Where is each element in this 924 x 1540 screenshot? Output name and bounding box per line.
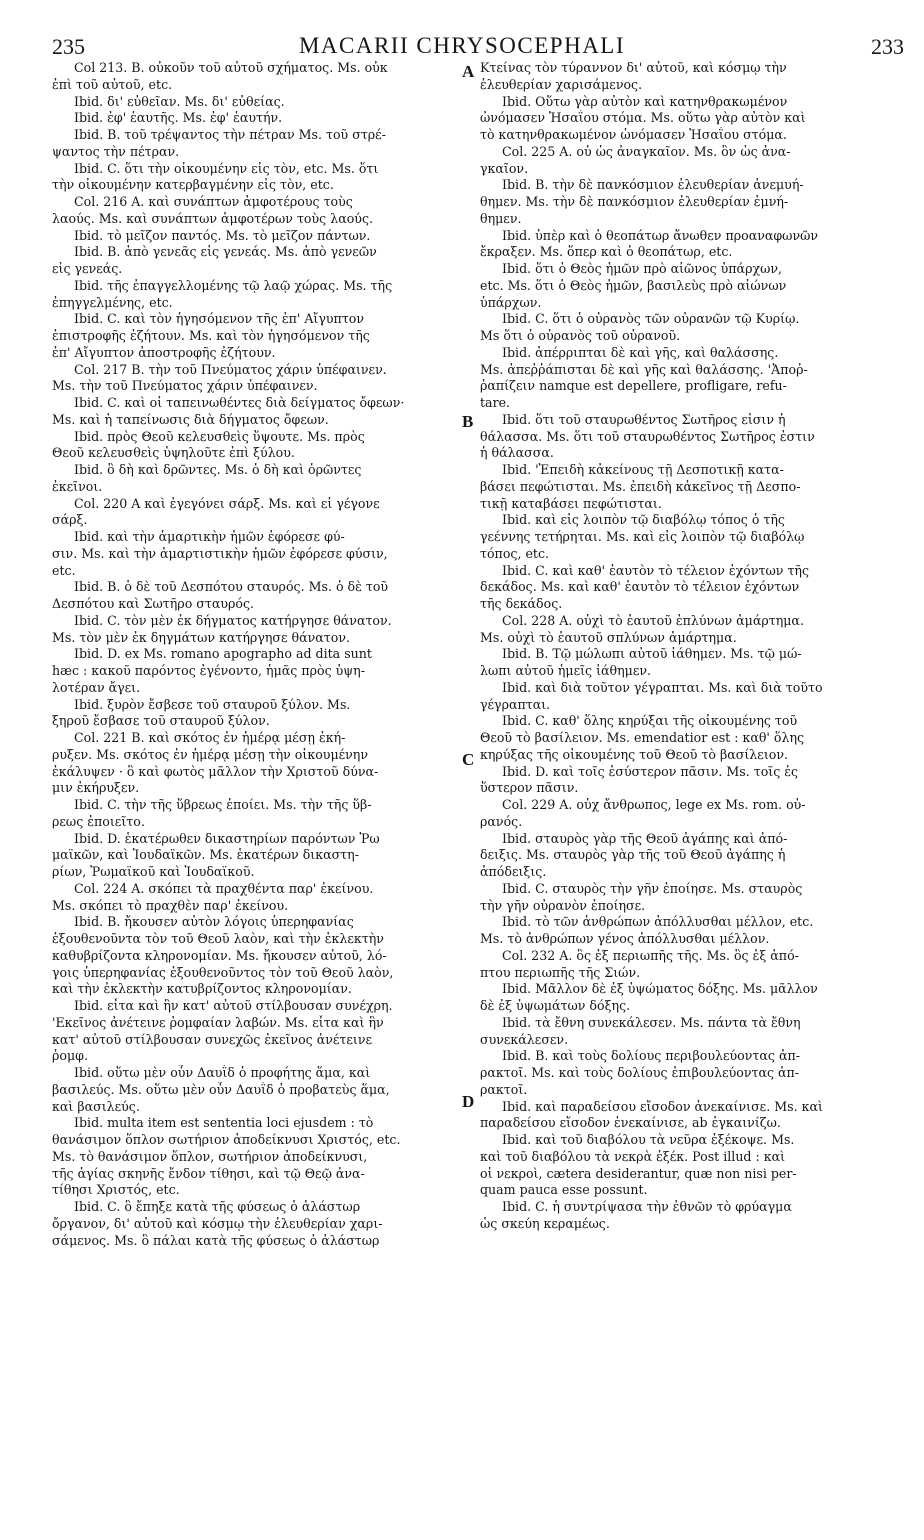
page-number-left: 235 [52, 34, 85, 59]
text-line: λοτέραν ἄγει. [52, 679, 141, 695]
text-line: Θεοῦ τὸ βασίλειον. Ms. emendatior est : καθ' ὅλης [480, 730, 805, 745]
text-line: σιν. Ms. καὶ τὴν ἁμαρτιστικὴν ἡμῶν ἐφόρεσε φύσιν, [52, 545, 388, 561]
text-line: Col. 229 A. οὐχ ἄνθρωπος, lege ex Ms. rom. οὐ- [502, 797, 806, 812]
text-line: Ibid. πρὸς Θεοῦ κελευσθεὶς ὕψουτε. Ms. πρὸς [74, 428, 365, 444]
text-line: Col. 225 A. οὐ ὡς ἀναγκαῖον. Ms. ὃν ὡς ἀνα- [502, 143, 791, 159]
text-line: Ms. τὸν μὲν ἐκ δηγμάτων κατήργησε θάνατον. [52, 629, 350, 645]
text-line: Ms. καὶ ἡ ταπείνωσις διὰ δήγματος ὄφεων. [52, 411, 329, 427]
text-line: τίθησι Χριστός, etc. [52, 1182, 180, 1198]
text-line: ἔκραξεν. Ms. ὅπερ καὶ ὁ θεοπάτωρ, etc. [480, 244, 733, 260]
text-line: Ibid. D. καὶ τοῖς ἐσύστερον πᾶσιν. Ms. τοῖς ἐς [502, 763, 799, 779]
text-line: ρίων, Ῥωμαϊκοῦ καὶ Ἰουδαϊκοῦ. [52, 864, 255, 879]
text-line: ὑπάρχων. [480, 294, 542, 310]
text-line: τικῇ καταβάσει πεφώτισται. [480, 495, 662, 511]
text-line: θημεν. Ms. τὴν δὲ πανκόσμιον ἐλευθερίαν ἐμνή- [480, 194, 789, 209]
text-line: δειξις. Ms. σταυρὸς γὰρ τῆς τοῦ Θεοῦ ἀγάπης ἡ [480, 847, 786, 863]
text-line: Ibid. C. καὶ τὸν ἡγησόμενον τῆς ἐπ' Αἴγυπτον [74, 311, 365, 327]
text-line: Ms. τὸ θανάσιμον ὅπλον, σωτήριον ἀποδείκνυσι, [52, 1148, 368, 1164]
text-line: ρυξεν. Ms. σκότος ἐν ἡμέρᾳ μέσῃ τὴν οἰκουμένην [52, 746, 369, 762]
text-line: Ibid. ὑπὲρ καὶ ὁ θεοπάτωρ ἄνωθεν προαναφωνῶν [502, 227, 819, 243]
text-line: κατ' αὐτοῦ στίλβουσαν συνεχῶς ἐκεῖνος ἀνέτεινε [52, 1031, 373, 1047]
text-line: ἡ θάλασσα. [480, 445, 554, 461]
text-line: etc. Ms. ὅτι ὁ Θεὸς ἡμῶν, βασιλεὺς πρὸ αἰώνων [480, 277, 787, 293]
text-line: ὠνόμασεν Ἡσαΐου στόμα. Ms. οὕτω γὰρ αὐτὸν καὶ [480, 110, 806, 126]
text-line: Ibid. ἐφ' ἑαυτῆς. Ms. ἐφ' ἑαυτήν. [74, 110, 283, 126]
text-line: Col. 216 A. καὶ συνάπτων ἀμφοτέρους τοὺς [74, 194, 353, 209]
text-line: καὶ τὴν ἐκλεκτὴν κατυβρίζοντος κληρονομίαν. [52, 981, 352, 997]
text-line: Ibid. D. ἑκατέρωθεν δικαστηρίων παρόντων Ῥω [74, 830, 380, 846]
text-line: Ibid. B. καὶ τοὺς δολίους περιβουλεύοντας ἀπ- [502, 1048, 800, 1064]
text-line: λωπι αὐτοῦ ἡμεῖς ἰάθημεν. [480, 663, 652, 678]
text-line: Ibid. B. Τῷ μώλωπι αὐτοῦ ἰάθημεν. Ms. τῷ μώ- [502, 646, 802, 662]
text-line: Ibid. C. τὸν μὲν ἐκ δήγματος κατήργησε θάνατον. [74, 612, 392, 628]
text-line: Ibid. Οὕτω γὰρ αὐτὸν καὶ κατηνθρακωμένον [502, 93, 788, 109]
text-line: Col 213. B. οὐκοῦν τοῦ αὐτοῦ σχήματος. Ms. οὐκ [74, 60, 388, 75]
text-line: ἐκάλυψεν · ὃ καὶ φωτὸς μᾶλλον τὴν Χριστοῦ δύνα- [52, 763, 379, 779]
text-line: δεκάδος. Ms. καὶ καθ' ἑαυτὸν τὸ τέλειον ἐχόντων [480, 579, 800, 595]
text-line: Ms. τὴν τοῦ Πνεύματος χάριν ὑπέφαινεν. [52, 378, 318, 394]
text-line: πτου περιωπῆς τῆς Σιών. [480, 964, 641, 980]
text-line: Ibid. ὅτι τοῦ σταυρωθέντος Σωτῆρος εἰσιν ἡ [502, 411, 786, 427]
text-line: Ibid. ὅτι ὁ Θεὸς ἡμῶν πρὸ αἰῶνος ὑπάρχων, [502, 261, 783, 276]
text-line: καὶ βασιλεύς. [52, 1098, 140, 1114]
text-line: ρεως ἐποιεῖτο. [52, 813, 145, 829]
text-line: ἐπὶ τοῦ αὐτοῦ, etc. [52, 76, 173, 92]
text-line: Ibid. τὰ ἔθνη συνεκάλεσεν. Ms. πάντα τὰ ἔθνη [502, 1014, 801, 1030]
text-line: ῥομφ. [52, 1048, 88, 1064]
text-line: hæc : κακοῦ παρόντος ἐγένοντο, ἡμᾶς πρὸς ὑψη- [52, 663, 365, 678]
text-line: Ibid. C. ἡ συντρίψασα τὴν ἐθνῶν τὸ φρύαγμα [502, 1199, 792, 1214]
left-column [52, 60, 462, 1249]
text-line: θάλασσα. Ms. ὅτι τοῦ σταυρωθέντος Σωτῆρος ἐστιν [480, 428, 815, 444]
text-line: σάμενος. Ms. ὃ πάλαι κατὰ τῆς φύσεως ὁ ἀλάστωρ [52, 1232, 380, 1248]
text-line: ὡς σκεύη κεραμέως. [480, 1215, 610, 1231]
text-line: quam pauca esse possunt. [480, 1182, 648, 1198]
text-line: γέγραπται. [480, 696, 551, 712]
text-line: μαϊκῶν, καὶ Ἰουδαϊκῶν. Ms. ἑκατέρων δικαστη- [52, 847, 359, 863]
text-line: ἐπ' Αἴγυπτον ἀποστροφῆς ἐζήτουν. [52, 344, 276, 360]
text-line: γεέννης τετήρηται. Ms. καὶ εἰς λοιπὸν τῷ διαβόλῳ [480, 529, 805, 544]
text-line: Ibid. C. καὶ οἱ ταπεινωθέντες διὰ δείγματος ὄφεων· [74, 395, 405, 410]
text-line: Ibid. B. τὴν δὲ πανκόσμιον ἐλευθερίαν ἀνεμυή- [502, 177, 804, 193]
text-line: Ibid. τῆς ἐπαγγελλομένης τῷ λαῷ χώρας. Ms. τῆς [74, 277, 393, 293]
text-line: γοις ὑπερηφανίας ἐξουθενοῦντος τὸν τοῦ Θεοῦ λαὸν, [52, 964, 394, 980]
text-line: Ibid. καὶ τὴν ἁμαρτικὴν ἡμῶν ἐφόρεσε φύ- [74, 529, 345, 544]
text-line: ὕστερον πᾶσιν. [480, 780, 579, 796]
text-line: tare. [480, 395, 511, 410]
text-line: Ibid. multa item est sententia loci ejusdem : τὸ [74, 1115, 374, 1131]
text-line: τῆς ἁγίας σκηνῆς ἔνδον τίθησι, καὶ τῷ Θεῷ ἀνα- [52, 1165, 365, 1181]
text-line: Ms. ἀπεῤῥάπισται δὲ καὶ γῆς καὶ θαλάσσης. 'Ἀποῤ- [480, 361, 808, 377]
running-title: MACARII CHRYSOCEPHALI [298, 33, 626, 58]
section-marker-d: D [462, 1092, 475, 1111]
text-line: Ibid. C. καὶ καθ' ἑαυτὸν τὸ τέλειον ἐχόντων τῆς [502, 562, 810, 578]
text-line: συνεκάλεσεν. [480, 1031, 569, 1047]
text-line: Ibid. C. ὃ ἔπηξε κατὰ τῆς φύσεως ὁ ἀλάστωρ [74, 1199, 361, 1214]
text-line: Ibid. B. ἀπὸ γενεᾶς εἰς γενεάς. Ms. ἀπὸ γενεῶν [74, 244, 377, 260]
text-line: Ms. οὐχὶ τὸ ἑαυτοῦ σπλύνων ἁμάρτημα. [480, 629, 737, 645]
text-line: θανάσιμον ὅπλον σωτήριον ἀποδείκνυσι Χριστός, etc. [52, 1132, 401, 1147]
section-marker-b: B [462, 412, 474, 431]
text-line: Ibid. ἀπέρριπται δὲ καὶ γῆς, καὶ θαλάσσης. [502, 344, 779, 360]
text-line: Col. 224 A. σκόπει τὰ πραχθέντα παρ' ἐκείνου. [74, 880, 374, 896]
text-line: λαούς. Ms. καὶ συνάπτων ἀμφοτέρων τοὺς λαούς. [52, 210, 374, 226]
text-line: δὲ ἐξ ὑψωμάτων δόξης. [480, 998, 631, 1013]
text-line: Ibid. καὶ παραδείσου εἴσοδον ἀνεκαίνισε. Ms. καὶ [502, 1098, 823, 1114]
text-line: Ibid. 'Ἐπειδὴ κἀκείνους τῇ Δεσποτικῇ κατα- [502, 462, 784, 477]
text-line: βάσει πεφώτισται. Ms. ἐπειδὴ κἀκεῖνος τῇ Δεσπο- [480, 478, 801, 494]
text-line: τὴν οἰκουμένην κατερβαγμένην εἰς τὸν, etc. [52, 177, 334, 193]
text-line: Ibid. C. σταυρὸς τὴν γῆν ἐποίησε. Ms. σταυρὸς [502, 880, 803, 896]
section-marker-c: C [462, 750, 475, 769]
text-line: etc. [52, 562, 76, 578]
text-line: Ibid. δι' εὐθεῖαν. Ms. δι' εὐθείας. [74, 93, 285, 109]
text-line: Ibid. εἶτα καὶ ἣν κατ' αὐτοῦ στίλβουσαν συνέχρη. [74, 998, 393, 1013]
text-line: κηρύξας τῆς οἰκουμένης τοῦ Θεοῦ τὸ βασίλειον. [480, 746, 788, 762]
text-line: Κτείνας τὸν τύραννον δι' αὐτοῦ, καὶ κόσμῳ τὴν [480, 60, 787, 75]
text-line: τὴν γῆν οὐρανὸν ἐποίησε. [480, 897, 646, 913]
text-line: Ibid. C. καθ' ὅλης κηρύξαι τῆς οἰκουμένης τοῦ [502, 713, 798, 729]
text-line: ρακτοῖ. Ms. καὶ τοὺς δολίους ἐπιβουλεύοντας ἀπ- [480, 1065, 800, 1080]
text-line: ἀπόδειξις. [480, 864, 547, 879]
text-line: Ibid. ξυρὸν ἔσβεσε τοῦ σταυροῦ ξύλον. Ms. [74, 696, 351, 712]
section-marker-a: A [462, 62, 475, 81]
text-line: Ibid. B. ἤκουσεν αὐτὸν λόγοις ὑπερηφανίας [74, 914, 354, 930]
text-line: παραδείσου εἴσοδον ἐνεκαίνισε, ab ἐγκαινίζω. [480, 1115, 781, 1131]
text-line: Ibid. C. ὅτι τὴν οἰκουμένην εἰς τὸν, etc. Ms. ὅτι [74, 160, 379, 176]
text-line: ρακτοῖ. [480, 1081, 528, 1097]
right-column [480, 60, 890, 1233]
text-line: Ibid. τὸ μεῖζον παντός. Ms. τὸ μεῖζον πάντων. [74, 227, 371, 243]
text-line: Ibid. C. τὴν τῆς ὕβρεως ἐποίει. Ms. τὴν τῆς ὕβ- [74, 797, 372, 812]
text-line: Col. 228 A. οὐχὶ τὸ ἑαυτοῦ ἐπλύνων ἁμάρτημα. [502, 612, 804, 628]
text-line: Ibid. ὃ δὴ καὶ δρῶντες. Ms. ὁ δὴ καὶ ὁρῶντες [74, 462, 362, 477]
text-line: Ibid. καὶ διὰ τοῦτον γέγραπται. Ms. καὶ διὰ τοῦτο [502, 679, 823, 695]
text-line: βασιλεύς. Ms. οὕτω μὲν οὖν Δαυῒδ ὁ προβατεὺς ἅμα, [52, 1081, 390, 1097]
text-line: ἐκεῖνοι. [52, 478, 103, 494]
text-line: τόπος, etc. [480, 545, 550, 561]
text-line: Ibid. Μᾶλλον δὲ ἐξ ὑψώματος δόξης. Ms. μᾶλλον [502, 981, 818, 997]
text-line: Col. 217 B. τὴν τοῦ Πνεύματος χάριν ὑπέφαινεν. [74, 361, 387, 377]
text-line: οἱ νεκροὶ, cætera desiderantur, quæ non nisi per- [480, 1165, 797, 1181]
page-header [0, 0, 924, 60]
text-line: ψαντος τὴν πέτραν. [52, 143, 180, 159]
text-line: ῥαπίζειν namque est depellere, profligare, refu- [480, 378, 787, 394]
text-line: ξηροῦ ἔσβασε τοῦ σταυροῦ ξύλον. [52, 713, 270, 729]
text-line: τὸ κατηνθρακωμένον ὠνόμασεν Ἡσαΐου στόμα. [480, 127, 787, 142]
text-line: Ibid. τὸ τῶν ἀνθρώπων ἀπόλλυσθαι μέλλον, etc. [502, 914, 814, 930]
text-line: καθυβρίζοντα κληρονομίαν. Ms. ἤκουσεν αὐτοῦ, λό- [52, 947, 387, 963]
text-line: μιν ἐκήρυξεν. [52, 780, 140, 796]
text-line: Ms ὅτι ὁ οὐρανὸς τοῦ οὐρανοῦ. [480, 328, 681, 343]
text-line: Col. 232 A. ὃς ἐξ περιωπῆς τῆς. Ms. ὃς ἐξ ἀπό- [502, 947, 799, 963]
text-line: Ibid. καὶ τοῦ διαβόλου τὰ νεῦρα ἐξέκοψε. Ms. [502, 1132, 795, 1147]
text-line: Ms. τὸ ἀνθρώπων γένος ἀπόλλυσθαι μέλλον. [480, 931, 770, 946]
text-line: Ibid. B. ὁ δὲ τοῦ Δεσπότου σταυρός. Ms. ὁ δὲ τοῦ [74, 579, 389, 595]
page-number-right: 233 [871, 34, 904, 59]
text-line: Ibid. C. ὅτι ὁ οὐρανὸς τῶν οὐρανῶν τῷ Κυρίῳ. [502, 311, 800, 327]
text-line: ὄργανον, δι' αὐτοῦ καὶ κόσμῳ τὴν ἐλευθερίαν χαρι- [52, 1215, 383, 1231]
text-line: τῆς δεκάδος. [480, 596, 563, 611]
text-line: γκαῖον. [480, 160, 529, 176]
text-line: Ibid. οὕτω μὲν οὖν Δαυῒδ ὁ προφήτης ἅμα, καὶ [74, 1065, 371, 1080]
text-line: 'Εκεῖνος ἀνέτεινε ῥομφαίαν λαβών. Ms. εἶτα καὶ ἣν [52, 1014, 384, 1030]
text-line: Ibid. B. τοῦ τρέψαντος τὴν πέτραν Ms. τοῦ στρέ- [74, 127, 386, 142]
text-line: ρανός. [480, 813, 523, 829]
text-line: Col. 221 B. καὶ σκότος ἐν ἡμέρᾳ μέσῃ ἐκή- [74, 730, 346, 745]
text-line: ἐλευθερίαν χαρισάμενος. [480, 76, 643, 92]
text-line: ἐξουθενοῦντα τὸν τοῦ Θεοῦ λαὸν, καὶ τὴν ἐκλεκτὴν [52, 931, 384, 946]
text-line: θημεν. [480, 210, 522, 226]
text-line: εἰς γενεάς. [52, 261, 123, 276]
text-line: Ms. σκόπει τὸ πραχθὲν παρ' ἐκείνου. [52, 897, 289, 913]
text-line: Ibid. σταυρὸς γὰρ τῆς Θεοῦ ἀγάπης καὶ ἀπό- [502, 830, 788, 846]
text-line: Δεσπότου καὶ Σωτῆρο σταυρός. [52, 596, 255, 611]
text-line: Ibid. καὶ εἰς λοιπὸν τῷ διαβόλῳ τόπος ὁ τῆς [502, 512, 785, 528]
text-line: ἐπιστροφῆς ἐζήτουν. Ms. καὶ τὸν ἡγησόμενον τῆς [52, 328, 370, 343]
text-line: ἐπηγγελμένης, etc. [52, 294, 173, 310]
text-line: Ibid. D. ex Ms. romano apographo ad dita sunt [74, 646, 372, 662]
text-line: Θεοῦ κελευσθεὶς ὑψηλοῦτε ἐπὶ ξύλου. [52, 445, 295, 461]
text-line: καὶ τοῦ διαβόλου τὰ νεκρὰ ἐξέκ. Post illud : καὶ [480, 1148, 786, 1164]
text-line: σάρξ. [52, 512, 88, 528]
text-line: Col. 220 A καὶ ἐγεγόνει σάρξ. Ms. καὶ εἰ γέγονε [74, 495, 380, 511]
